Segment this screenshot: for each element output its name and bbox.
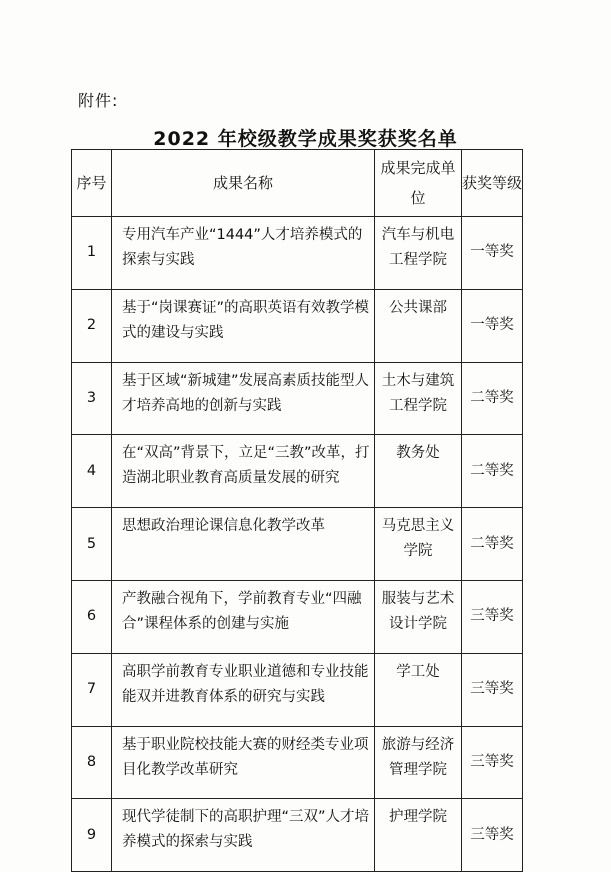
cell-unit: 学工处 — [375, 653, 462, 726]
header-unit: 成果完成单位 — [375, 150, 462, 217]
cell-level: 二等奖 — [462, 362, 523, 435]
cell-no: 1 — [72, 217, 112, 290]
cell-unit: 服装与艺术设计学院 — [375, 580, 462, 653]
table-row — [72, 653, 523, 726]
cell-level: 三等奖 — [462, 580, 523, 653]
table-row — [72, 362, 523, 435]
cell-unit: 汽车与机电工程学院 — [375, 217, 462, 290]
cell-unit: 护理学院 — [375, 799, 462, 872]
cell-level: 一等奖 — [462, 217, 523, 290]
award-table — [71, 149, 523, 872]
cell-name: 现代学徒制下的高职护理“三双”人才培养模式的探索与实践 — [112, 799, 375, 872]
cell-no: 2 — [72, 289, 112, 362]
table-row — [72, 508, 523, 581]
cell-no: 4 — [72, 435, 112, 508]
cell-no: 6 — [72, 580, 112, 653]
cell-level: 二等奖 — [462, 435, 523, 508]
table-row — [72, 435, 523, 508]
cell-name: 高职学前教育专业职业道德和专业技能能双并进教育体系的研究与实践 — [112, 653, 375, 726]
cell-level: 一等奖 — [462, 289, 523, 362]
cell-level: 三等奖 — [462, 653, 523, 726]
cell-name: 基于区域“新城建”发展高素质技能型人才培养高地的创新与实践 — [112, 362, 375, 435]
table-header-row — [72, 150, 523, 217]
cell-unit: 马克思主义学院 — [375, 508, 462, 581]
cell-no: 8 — [72, 726, 112, 799]
cell-no: 5 — [72, 508, 112, 581]
header-no: 序号 — [72, 150, 112, 217]
cell-level: 三等奖 — [462, 799, 523, 872]
cell-no: 9 — [72, 799, 112, 872]
cell-unit: 教务处 — [375, 435, 462, 508]
cell-name: 基于职业院校技能大赛的财经类专业项目化教学改革研究 — [112, 726, 375, 799]
cell-name: 在“双高”背景下，立足“三教”改革，打造湖北职业教育高质量发展的研究 — [112, 435, 375, 508]
cell-name: 思想政治理论课信息化教学改革 — [112, 508, 375, 581]
cell-no: 3 — [72, 362, 112, 435]
cell-name: 专用汽车产业“1444”人才培养模式的探索与实践 — [112, 217, 375, 290]
cell-name: 产教融合视角下，学前教育专业“四融合”课程体系的创建与实施 — [112, 580, 375, 653]
cell-unit: 公共课部 — [375, 289, 462, 362]
cell-name: 基于“岗课赛证”的高职英语有效教学模式的建设与实践 — [112, 289, 375, 362]
cell-unit: 土木与建筑工程学院 — [375, 362, 462, 435]
cell-unit: 旅游与经济管理学院 — [375, 726, 462, 799]
header-name: 成果名称 — [112, 150, 375, 217]
table-row — [72, 580, 523, 653]
table-row — [72, 289, 523, 362]
cell-level: 三等奖 — [462, 726, 523, 799]
cell-no: 7 — [72, 653, 112, 726]
cell-level: 二等奖 — [462, 508, 523, 581]
table-row — [72, 726, 523, 799]
table-row — [72, 799, 523, 872]
attachment-label: 附件: — [78, 91, 119, 110]
header-level: 获奖等级 — [462, 150, 523, 217]
table-row — [72, 217, 523, 290]
page-title: 2022 年校级教学成果奖获奖名单 — [153, 128, 458, 150]
